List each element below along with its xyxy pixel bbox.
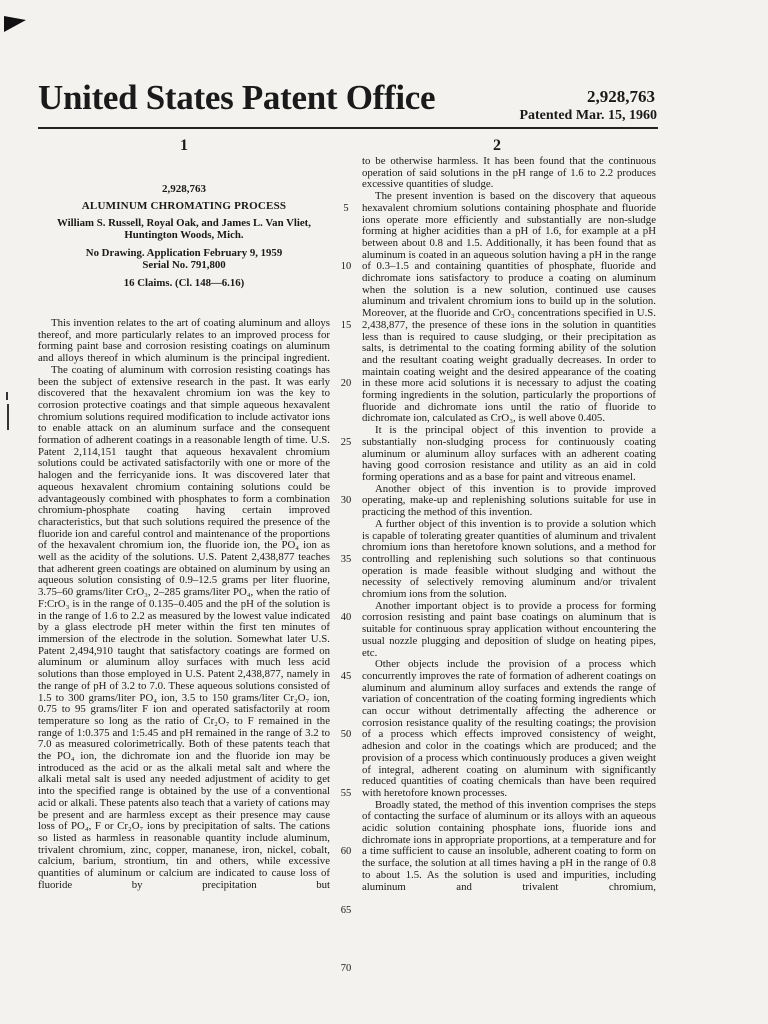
line-number: 60 [340, 846, 352, 857]
column-1-paragraph: The coating of aluminum with corrosion resisting coatings has been the subject of extensive research in the past. It was early discovered that the hexavalent chromium ion was the key to corrosion protective coatings and that simple aqueous hexavalent chromium solutions required modification to include activator ions to enable attack on an aluminum surface and the consequent formation of adherent coatings in a reasonable length of time. U.S. Patent 2,114,151 taught that aqueous hexavalent chromium solutions could be activated satisfactorily with one or more of the halogen and the ferricyanide ions. It was discovered later that aqueous hexavalent chromium containing solutions could be advantageously combined with phosphates to form a combination chromium-phosphate coating having certain improved characteristics, but that such solutions required the presence of the fluoride ion and careful control and maintenance of the proportions of the hexavalent chromium ion, the fluoride ion, the PO₄ ion as well as the acidity of the solutions. U.S. Patent 2,438,877 teaches that adherent green coatings are obtained on aluminum by using an aqueous solution consisting of 0.9–12.5 grams per liter fluorine, 3.75–60 grams/liter CrO₃, 2–285 grams/liter PO₄, when the ratio of F:CrO₃ is in the range of 0.135–0.405 and the pH of the solution is in the range of 1.6 to 2.2 as measured by the lowest value indicated by a glass electrode pH meter within the first ten minutes of immersion of the electrode in the solution. Somewhat later U.S. Patent 2,494,910 taught that satisfactory coatings are formed on aluminum or aluminum alloy surfaces with much less acid solutions than those employed in U.S. Patent 2,438,877, namely in the range of pH of 3.2 to 7.0. These aqueous solutions consisted of 1.5 to 300 grams/liter PO₄ ion, 3.5 to 150 grams/liter Cr₂O₇ ion, 0.75 to 95 grams/liter F ion and operated satisfactorily at room temperature so long as the ratio of Cr₂O₇ to F remained in the range of 1:0.375 and 1:5.45 and pH remained in the range of 3.2 to 7.0 as measured colorimetrically. Both of these patents teach that the PO₄ ion, the dichromate ion and the fluoride ion may be introduced as the acid or as the alkali metal salt and where the alkali metal salt is used any needed adjustment of acidity to get into the specified range is obtained by the use of a conventional acid or alkali. These patents also teach that a variety of cations may be present and are harmless except as their presence may cause loss of PO₄, F or Cr₂O₇ ions by precipitation of salts. The cations so listed as harmless in reasonable quantity include aluminum, trivalent chromium, zinc, copper, mananese, iron, nickel, cobalt, calcium, barium, strontium, tin and others, while excessive quantities of aluminum or calcium are indicated to cause loss of fluoride by precipitation but [38, 363, 330, 891]
line-number: 40 [340, 612, 352, 623]
application-date: No Drawing. Application February 9, 1959 [85, 247, 283, 259]
front-matter-patent-number: 2,928,763 [162, 183, 206, 195]
column-2-paragraph: Another important object is to provide a process for forming corrosion resisting and paint base coatings on aluminum that is suitable for continuous spray application without encountering the usual nozzle plugging and deposition of sludge on heating pipes, etc. [362, 599, 656, 659]
column-2-paragraph: Broadly stated, the method of this invention comprises the steps of contacting the surface of aluminum or its alloys with an aqueous acidic solution containing phosphate ions, fluoride ions and dichromate ions in appropriate proportions, at a temperature and for a time sufficient to cause an insoluble, adherent coating to form on the surface, the solution at all times having a pH in the range of 0.8 to about 1.5. As the solution is used and impurities, including aluminum and trivalent chromium, [362, 798, 656, 893]
column-number-1: 1 [180, 137, 188, 154]
header-rule [38, 127, 658, 129]
column-2-paragraph: The present invention is based on the discovery that aqueous hexavalent chromium solutions containing phosphate and fluoride ions operate more efficiently and substantially are non-sludge forming at higher acidities than a pH of 1.6, for example at a pH between about 0.8 and 1.5. Additionally, it has been found that as aluminum is coated in an aqueous solution having a pH in the range of 0.3–1.5 and containing quantities of phosphate, fluoride and dichromate ions satisfactory to produce a coating on aluminum when the solution is a new solution, continued use causes aluminum and trivalent chromium ions to build up in the solution. Moreover, at the fluoride and CrO₃ concentrations specified in U.S. 2,438,877, the presence of these ions in the solution in quantities less than is required to cause sludging, or their precipitation as salts, is detrimental to the coating forming ability of the solution and the resultant coating weight gradually decreases. In order to maintain coating weight and the desired appearance of the coating in these more acid solutions it is necessary to adjust the coating forming ingredients in the solution, particularly the proportions of fluoride and dichromate ions until the ratio of fluoride to dichromate ion, calculated as CrO₃, is well above 0.405. [362, 190, 656, 425]
line-number: 10 [340, 261, 352, 272]
corner-mark-icon [4, 16, 26, 32]
patented-date: Patented Mar. 15, 1960 [519, 108, 657, 123]
column-2-paragraph: Another object of this invention is to provide improved operating, make-up and replenishing solutions suitable for use in practicing the method of this invention. [362, 482, 656, 519]
line-number: 35 [340, 554, 352, 565]
column-2-paragraph: to be otherwise harmless. It has been found that the continuous operation of said solutions in the pH range of 1.6 to 2.2 produces excessive quantities of sludge. [362, 155, 656, 191]
line-number: 20 [340, 378, 352, 389]
column-2-paragraph: It is the principal object of this invention to provide a substantially non-sludging process for continuously coating aluminum or aluminum alloy surfaces with an adherent coating having good corrosion resistance and utility as an aid in cold forming operations and as a base for paint and vitreous enamel. [362, 424, 656, 483]
line-number: 45 [340, 671, 352, 682]
margin-mark [7, 404, 9, 430]
header-patent-number: 2,928,763 [587, 87, 655, 106]
column-2-body [362, 156, 656, 893]
claims-classification: 16 Claims. (Cl. 148—6.16) [123, 277, 245, 289]
column-1-body [38, 318, 330, 891]
line-number: 65 [340, 905, 352, 916]
line-number: 25 [340, 437, 352, 448]
column-2-paragraph: Other objects include the provision of a process which concurrently improves the rate of formation of adherent coatings on aluminum and aluminum alloy surfaces and extends the range of variation of concentration of the coating forming ingredients which can occur without detrimentally affecting the adherence or corrosion resistance quality of the resulting coatings; the provision of a process which effects improved consistency of weight, adhesion and color in the coatings which are produced; and the provision of a process which continuously produces a given weight of integral, adherent coating on aluminum with significantly reduced quantities of coating chemicals than have been required with heretofore known processes. [362, 658, 656, 799]
line-number: 55 [340, 788, 352, 799]
patent-title: ALUMINUM CHROMATING PROCESS [81, 200, 287, 212]
line-number: 50 [340, 729, 352, 740]
line-number: 15 [340, 320, 352, 331]
line-number: 30 [340, 495, 352, 506]
serial-number: Serial No. 791,800 [142, 258, 226, 271]
column-number-2: 2 [493, 137, 501, 154]
column-2-paragraph: A further object of this invention is to provide a solution which is capable of tolerating greater quantities of aluminum and trivalent chromium ions than heretofore known solutions, and a method for controlling and replenishing such solutions so that continuous operation is made feasible without sludging and without the necessity of selectively removing aluminum and/or trivalent chromium ions from the solution. [362, 517, 656, 601]
office-title: United States Patent Office [38, 78, 436, 117]
margin-mark [6, 392, 8, 400]
application-info [38, 248, 330, 271]
line-number: 70 [340, 963, 352, 974]
line-number: 5 [343, 203, 349, 214]
column-1-paragraph: This invention relates to the art of coating aluminum and alloys thereof, and more particularly relates to an improved process for forming paint base and corrosion resisting coatings on aluminum and alloys thereof in which aluminum is the principal ingredient. [38, 317, 330, 365]
inventors: William S. Russell, Royal Oak, and James L. Van Vliet, Huntington Woods, Mich. [57, 217, 311, 241]
